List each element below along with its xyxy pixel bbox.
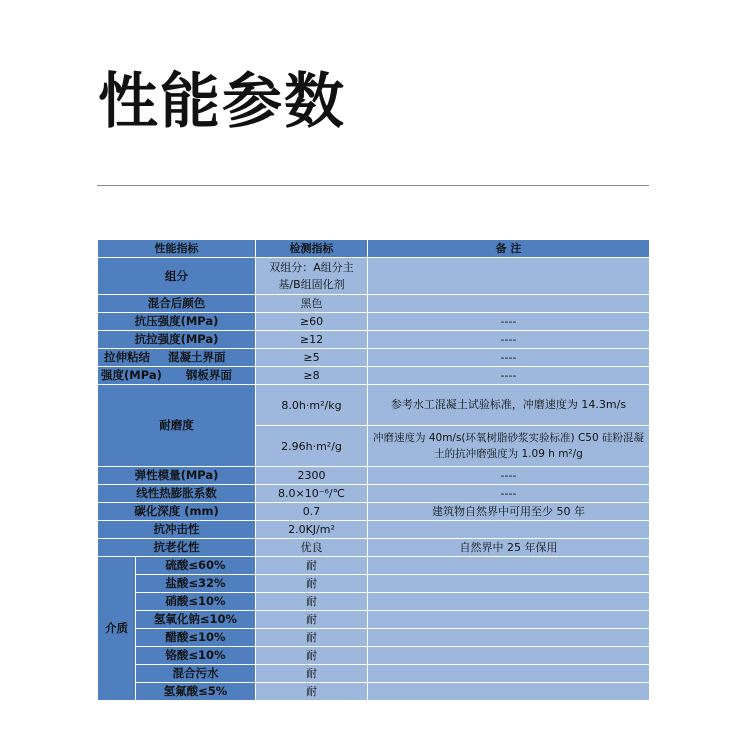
medium-name: 氢氟酸≤5%	[136, 683, 256, 701]
medium-name: 混合污水	[136, 665, 256, 683]
row-label-a: 强度(MPa)	[101, 368, 162, 382]
medium-row	[98, 647, 650, 665]
table-row	[98, 539, 650, 557]
row-label: 抗压强度(MPa)	[98, 313, 256, 331]
row-label-b: 钢板界面	[185, 368, 232, 382]
row-note: ----	[368, 349, 650, 367]
row-note	[368, 295, 650, 313]
medium-row	[98, 611, 650, 629]
row-value: 2.0KJ/m²	[256, 521, 368, 539]
row-note	[368, 258, 650, 295]
row-label: 弹性模量(MPa)	[98, 467, 256, 485]
row-value: ≥60	[256, 313, 368, 331]
medium-label: 介质	[98, 557, 136, 701]
table-row	[98, 521, 650, 539]
table-row	[98, 295, 650, 313]
medium-value: 耐	[256, 665, 368, 683]
table-row	[98, 349, 650, 367]
medium-value: 耐	[256, 611, 368, 629]
page-title: 性能参数	[98, 67, 346, 137]
row-label-a: 拉伸粘结	[104, 350, 150, 364]
medium-note	[368, 665, 650, 683]
row-label-split	[98, 367, 256, 385]
table-row	[98, 313, 650, 331]
row-note: ----	[368, 367, 650, 385]
header-cell: 备 注	[368, 240, 650, 258]
row-value: 8.0h·m²/kg	[256, 385, 368, 426]
table-row	[98, 367, 650, 385]
row-note: ----	[368, 485, 650, 503]
medium-note	[368, 557, 650, 575]
row-value: 双组分：A组分主基/B组固化剂	[256, 258, 368, 295]
medium-name: 铬酸≤10%	[136, 647, 256, 665]
table-row	[98, 331, 650, 349]
medium-row	[98, 683, 650, 701]
row-note: ----	[368, 331, 650, 349]
medium-value: 耐	[256, 593, 368, 611]
medium-row	[98, 629, 650, 647]
medium-name: 硝酸≤10%	[136, 593, 256, 611]
medium-value: 耐	[256, 629, 368, 647]
medium-name: 氢氧化钠≤10%	[136, 611, 256, 629]
divider	[97, 185, 649, 186]
medium-row	[98, 575, 650, 593]
medium-value: 耐	[256, 647, 368, 665]
medium-name: 醋酸≤10%	[136, 629, 256, 647]
row-label: 抗老化性	[98, 539, 256, 557]
row-note: 建筑物自然界中可用至少 50 年	[368, 503, 650, 521]
medium-note	[368, 647, 650, 665]
header-cell: 检测指标	[256, 240, 368, 258]
medium-row	[98, 665, 650, 683]
row-value: ≥5	[256, 349, 368, 367]
row-value: ≥8	[256, 367, 368, 385]
row-note: 自然界中 25 年保用	[368, 539, 650, 557]
table-header-row	[98, 240, 650, 258]
medium-note	[368, 683, 650, 701]
row-note: 冲磨速度为 40m/s(环氧树脂砂浆实验标准) C50 硅粉混凝土的抗冲磨强度为 1.09 h m²/g	[368, 426, 650, 467]
medium-value: 耐	[256, 683, 368, 701]
row-label: 混合后颜色	[98, 295, 256, 313]
row-note	[368, 521, 650, 539]
row-label: 组分	[98, 258, 256, 295]
row-note: 参考水工混凝土试验标准，冲磨速度为 14.3m/s	[368, 385, 650, 426]
table-row	[98, 385, 650, 426]
row-label-split	[98, 349, 256, 367]
row-value: 2.96h·m²/g	[256, 426, 368, 467]
row-note: ----	[368, 467, 650, 485]
medium-note	[368, 575, 650, 593]
table-row	[98, 467, 650, 485]
medium-value: 耐	[256, 557, 368, 575]
performance-table	[97, 239, 650, 701]
row-label: 耐磨度	[98, 385, 256, 467]
row-label: 抗拉强度(MPa)	[98, 331, 256, 349]
row-value: 优良	[256, 539, 368, 557]
row-label: 碳化深度 (mm)	[98, 503, 256, 521]
header-cell: 性能指标	[98, 240, 256, 258]
table-row	[98, 485, 650, 503]
row-value: 黑色	[256, 295, 368, 313]
row-label: 抗冲击性	[98, 521, 256, 539]
table-row	[98, 258, 650, 295]
medium-note	[368, 611, 650, 629]
row-label: 线性热膨胀系数	[98, 485, 256, 503]
medium-row	[98, 593, 650, 611]
medium-row	[98, 557, 650, 575]
row-value: 0.7	[256, 503, 368, 521]
medium-note	[368, 593, 650, 611]
table-row	[98, 503, 650, 521]
medium-value: 耐	[256, 575, 368, 593]
medium-name: 盐酸≤32%	[136, 575, 256, 593]
medium-name: 硫酸≤60%	[136, 557, 256, 575]
row-value: 8.0×10⁻⁶/℃	[256, 485, 368, 503]
row-note: ----	[368, 313, 650, 331]
medium-note	[368, 629, 650, 647]
row-value: 2300	[256, 467, 368, 485]
row-label-b: 混凝土界面	[168, 350, 226, 364]
row-value: ≥12	[256, 331, 368, 349]
